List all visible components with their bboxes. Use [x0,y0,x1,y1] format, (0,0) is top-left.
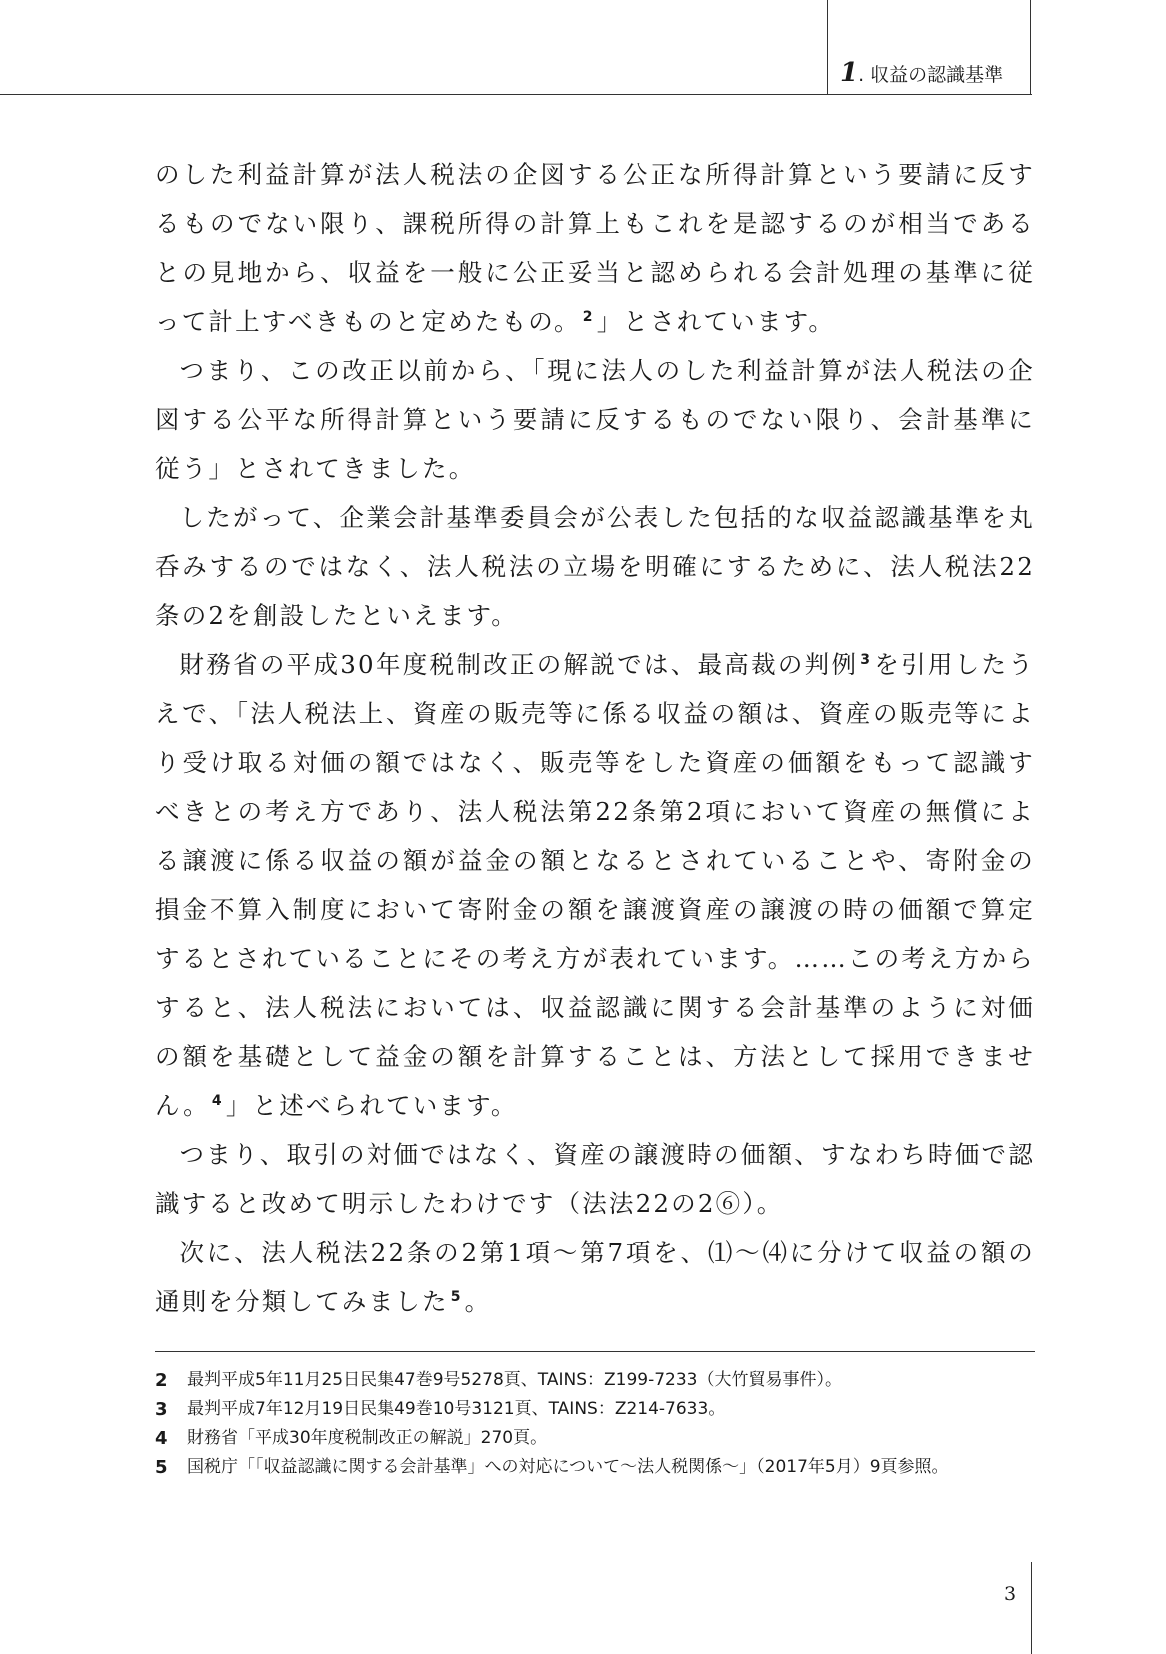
header-divider-left [827,0,828,95]
footnote-3 [155,1395,1035,1424]
footnote-text: 財務省「平成30年度税制改正の解説」270頁。 [187,1428,548,1448]
footnote-ref-2[interactable]: 2 [582,308,595,325]
footnote-ref-4[interactable]: 4 [211,1092,224,1109]
header-rule [0,94,1032,95]
page-number: 3 [1004,1583,1017,1605]
footnote-number: 5 [155,1457,168,1478]
chapter-number: 1 [840,58,859,88]
footnote-4 [155,1424,1035,1453]
paragraph-1 [155,150,1035,346]
footnote-5 [155,1453,1035,1482]
footnote-text: 最判平成7年12月19日民集49巻10号3121頁、TAINS：Z214-7633。 [187,1399,726,1419]
paragraph-6 [155,1228,1035,1326]
footnote-ref-5[interactable]: 5 [450,1288,463,1305]
header-divider-right [1030,0,1031,95]
footnotes [155,1366,1035,1482]
paragraph-5: つまり、取引の対価ではなく、資産の譲渡時の価額、すなわち時価で認識すると改めて明示したわけです（法法22の2⑥）。 [155,1140,1035,1218]
paragraph-1-text-b: 」とされています。 [596,307,836,336]
paragraph-3: したがって、企業会計基準委員会が公表した包括的な収益認識基準を丸呑みするのではなく、法人税法の立場を明確にするために、法人税法22条の2を創設したといえます。 [155,503,1035,630]
footnote-ref-3[interactable]: 3 [860,651,873,668]
footer-divider [1031,1562,1032,1654]
footnote-number: 2 [155,1370,168,1391]
footnote-text: 最判平成5年11月25日民集47巻9号5278頁、TAINS：Z199-7233（大竹貿易事件）。 [187,1370,842,1390]
paragraph-4 [155,640,1035,1130]
running-head [840,58,1026,88]
footnote-2 [155,1366,1035,1395]
paragraph-4-text-a: 財務省の平成30年度税制改正の解説では、最高裁の判例 [179,650,859,679]
paragraph-1-text-a: のした利益計算が法人税法の企図する公正な所得計算という要請に反するものでない限り、課税所得の計算上もこれを是認するのが相当であるとの見地から、収益を一般に公正妥当と認められる会計処理の基準に従って計上すべきものと定めたもの。 [155,160,1035,336]
paragraph-6-text-b: 。 [464,1287,492,1316]
chapter-title: . 収益の認識基準 [858,64,1004,86]
paragraph-6-text-a: 次に、法人税法22条の2第1項～第7項を、⑴～⑷に分けて収益の額の通則を分類してみました [155,1238,1035,1316]
body-text [155,150,1035,1326]
paragraph-4-text-b: を引用したうえで、「法人税法上、資産の販売等に係る収益の額は、資産の販売等により受け取る対価の額ではなく、販売等をした資産の価額をもって認識すべきとの考え方であり、法人税法第22条第2項において資産の無償による譲渡に係る収益の額が益金の額となるとされていることや、寄附金の損金不算入制度において寄附金の額を譲渡資産の譲渡の時の価額で算定するとされていることにその考え方が表れています。……この考え方からすると、法人税法においては、収益認識に関する会計基準のように対価の額を基礎として益金の額を計算することは、方法として採用できません。 [155,650,1036,1120]
footnote-number: 3 [155,1399,168,1420]
paragraph-2: つまり、この改正以前から、「現に法人のした利益計算が法人税法の企図する公平な所得計算という要請に反するものでない限り、会計基準に従う」とされてきました。 [155,356,1035,483]
footnote-rule [155,1351,1035,1352]
paragraph-4-text-c: 」と述べられています。 [225,1091,518,1120]
footnote-number: 4 [155,1428,168,1449]
footnote-text: 国税庁「「収益認識に関する会計基準」への対応について～法人税関係～」（2017年5月）9頁参照。 [187,1457,949,1477]
